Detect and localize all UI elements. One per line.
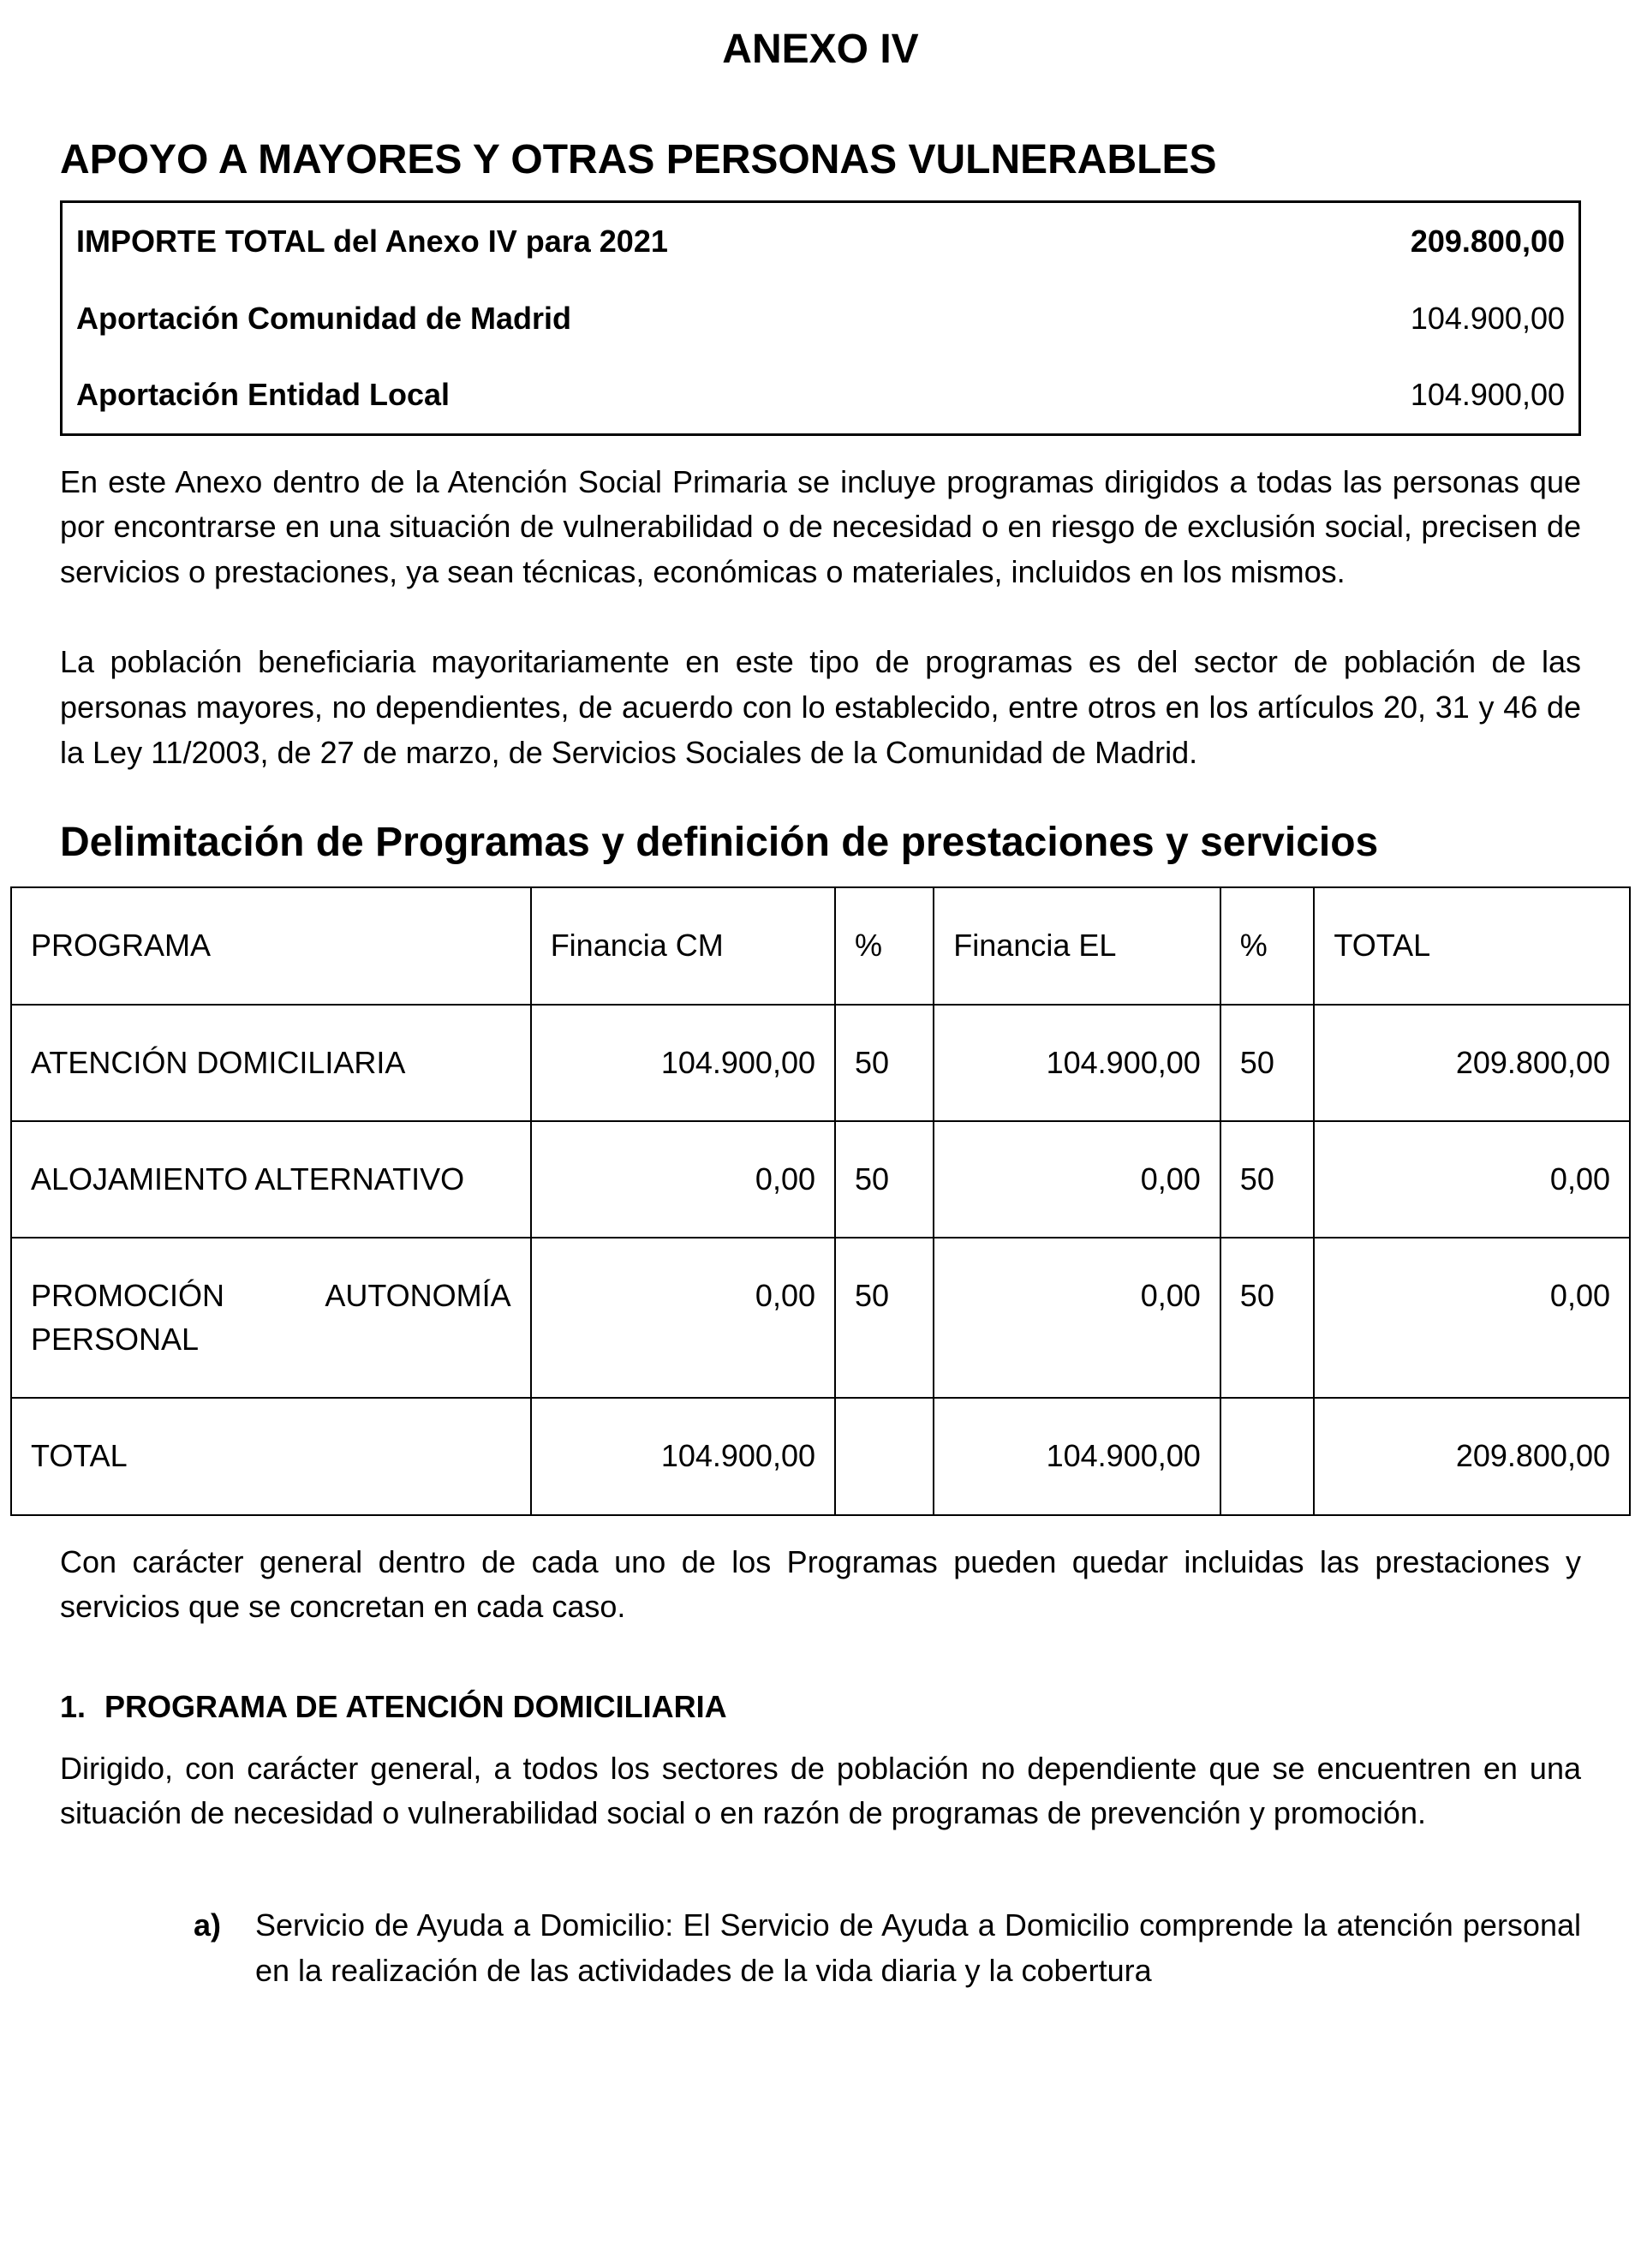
table-header-row (11, 887, 1630, 1004)
cell-programa: ALOJAMIENTO ALTERNATIVO (11, 1121, 531, 1238)
importe-total-label: IMPORTE TOTAL del Anexo IV para 2021 (76, 224, 668, 260)
cell-financia-el: 0,00 (934, 1238, 1220, 1398)
totals-row-aportacion-el (63, 356, 1578, 433)
header-financia-cm: Financia CM (531, 887, 835, 1004)
programs-section-heading: Delimitación de Programas y definición de prestaciones y servicios (60, 819, 1379, 865)
aportacion-el-label: Aportación Entidad Local (76, 377, 451, 413)
cell-total: 209.800,00 (1314, 1398, 1630, 1514)
annex-heading: APOYO A MAYORES Y OTRAS PERSONAS VULNERABLES (60, 137, 1217, 183)
cell-financia-el: 104.900,00 (934, 1398, 1220, 1514)
cell-total: 209.800,00 (1314, 1005, 1630, 1121)
cell-total: 0,00 (1314, 1121, 1630, 1238)
aportacion-el-value: 104.900,00 (1410, 377, 1565, 413)
aportacion-cm-value: 104.900,00 (1410, 300, 1565, 336)
cell-pct-cm: 50 (835, 1005, 934, 1121)
header-pct-el: % (1220, 887, 1315, 1004)
cell-pct-cm (835, 1398, 934, 1514)
cell-pct-el: 50 (1220, 1121, 1315, 1238)
header-pct-cm: % (835, 887, 934, 1004)
aportacion-cm-label: Aportación Comunidad de Madrid (76, 300, 572, 336)
list-item-a (60, 1903, 1581, 1994)
intro-paragraph-1: En este Anexo dentro de la Atención Social Primaria se incluye programas dirigidos a todas las personas que por encontrarse en una situación de vulnerabilidad o de necesidad o en riesgo de exclusión social, precisen de servicios o prestaciones, ya sean técnicas, económicas o materiales, incluidos en los mismos. (60, 463, 1581, 590)
after-table-paragraph: Con carácter general dentro de cada uno de los Programas pueden quedar incluidas las prestaciones y servicios que se concretan en cada caso. (60, 1543, 1581, 1625)
totals-row-aportacion-cm (63, 280, 1578, 356)
table-row-promocion-autonomia (11, 1238, 1630, 1398)
importe-total-value: 209.800,00 (1410, 224, 1565, 260)
cell-total: 0,00 (1314, 1238, 1630, 1398)
cell-financia-cm: 0,00 (531, 1238, 835, 1398)
cell-financia-cm: 104.900,00 (531, 1398, 835, 1514)
cell-financia-el: 0,00 (934, 1121, 1220, 1238)
cell-programa: PROMOCIÓN AUTONOMÍA PERSONAL (11, 1238, 531, 1398)
intro-paragraph-2: La población beneficiaria mayoritariamente en este tipo de programas es del sector de población de las personas mayores, no dependientes, de acuerdo con lo establecido, entre otros en los artículos 20, 31 y 46 de la Ley 11/2003, de 27 de marzo, de Servicios Sociales de la Comunidad de Madrid. (60, 644, 1581, 771)
list-item-a-marker: a) (194, 1907, 222, 1943)
header-total: TOTAL (1314, 887, 1630, 1004)
header-programa: PROGRAMA (11, 887, 531, 1004)
list-item-a-text: Servicio de Ayuda a Domicilio: El Servicio de Ayuda a Domicilio comprende la atención personal en la realización de las actividades de la vida diaria y la cobertura (255, 1907, 1581, 1989)
cell-programa: ATENCIÓN DOMICILIARIA (11, 1005, 531, 1121)
programs-table (10, 886, 1631, 1515)
program1-number: 1. (60, 1689, 87, 1725)
cell-pct-el: 50 (1220, 1005, 1315, 1121)
cell-pct-cm: 50 (835, 1121, 934, 1238)
cell-pct-el (1220, 1398, 1315, 1514)
cell-pct-el: 50 (1220, 1238, 1315, 1398)
totals-row-importe-total (63, 203, 1578, 279)
cell-financia-cm: 104.900,00 (531, 1005, 835, 1121)
page-title: ANEXO IV (722, 27, 919, 72)
table-row-alojamiento-alternativo (11, 1121, 1630, 1238)
cell-financia-cm: 0,00 (531, 1121, 835, 1238)
program1-intro-paragraph: Dirigido, con carácter general, a todos los sectores de población no dependiente que se encuentren en una situación de necesidad o vulnerabilidad social o en razón de programas de prevención y promoción. (60, 1750, 1581, 1831)
totals-box (60, 200, 1581, 435)
cell-pct-cm: 50 (835, 1238, 934, 1398)
table-row-total (11, 1398, 1630, 1514)
program1-title: PROGRAMA DE ATENCIÓN DOMICILIARIA (104, 1689, 727, 1725)
header-financia-el: Financia EL (934, 887, 1220, 1004)
program1-heading (60, 1688, 1581, 1725)
cell-programa: TOTAL (11, 1398, 531, 1514)
cell-financia-el: 104.900,00 (934, 1005, 1220, 1121)
table-row-atencion-domiciliaria (11, 1005, 1630, 1121)
